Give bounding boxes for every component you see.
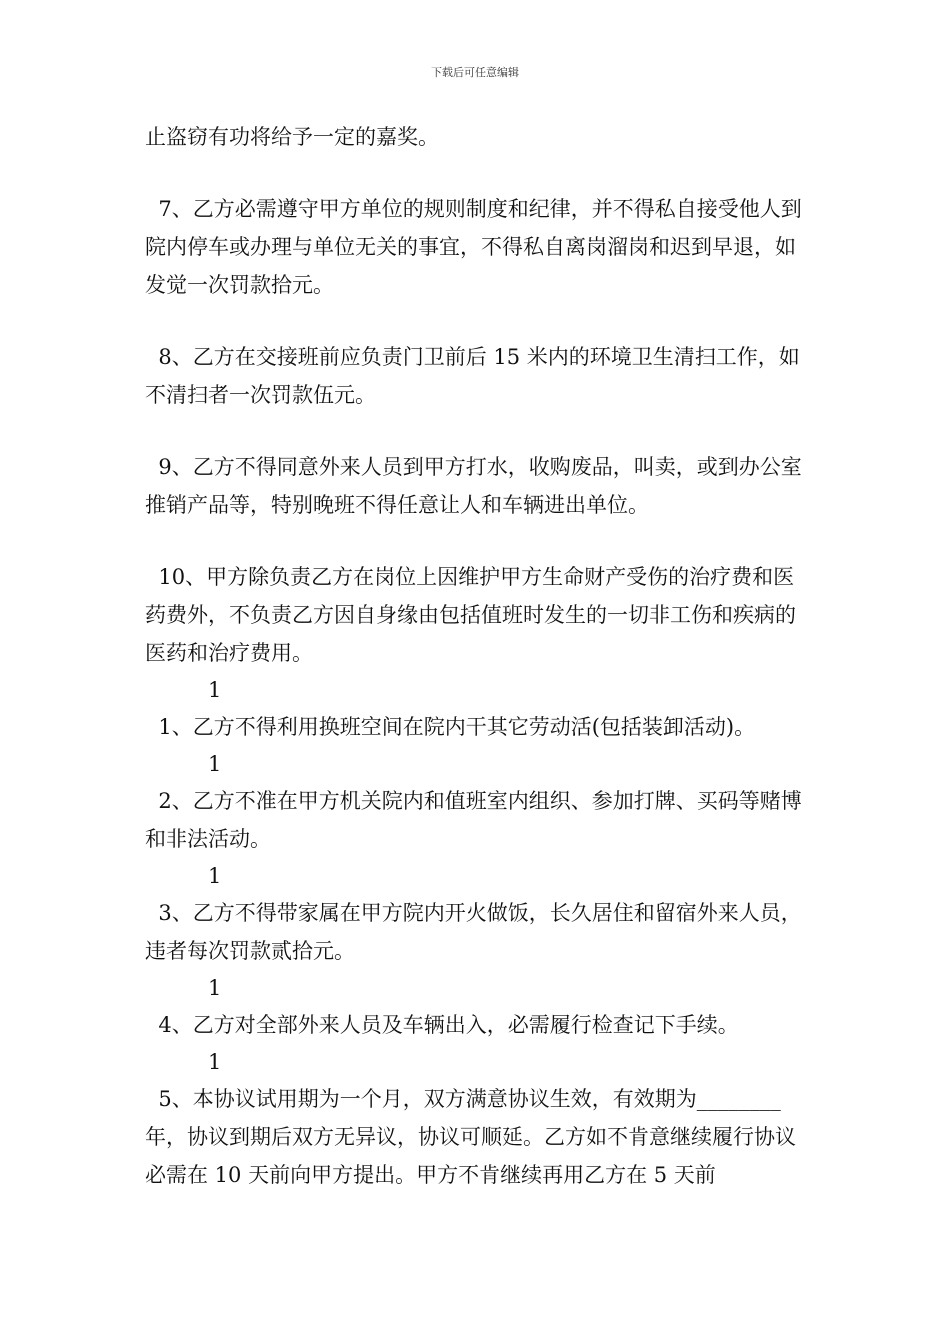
clause-number-prefix: 1 [208,678,222,702]
clause-12: 2、乙方不准在甲方机关院内和值班室内组织、参加打牌、买码等赌博和非法活动。 [145,789,802,851]
paragraph-gap [145,414,813,448]
clause-13: 3、乙方不得带家属在甲方院内开火做饭，长久居住和留宿外来人员，违者每次罚款贰拾元。 [145,901,802,963]
paragraph-gap [145,524,813,558]
clause-number-prefix: 1 [208,752,222,776]
clause-number-prefix: 1 [208,976,222,1000]
clause-14: 4、乙方对全部外来人员及车辆出入，必需履行检查记下手续。 [145,1013,739,1037]
clause-number-prefix: 1 [208,1050,222,1074]
paragraph-gap [145,304,813,338]
clause-number-prefix: 1 [208,864,222,888]
clause-9: 9、乙方不得同意外来人员到甲方打水，收购废品，叫卖，或到办公室推销产品等，特别晚班不得任意让人和车辆进出单位。 [145,455,802,517]
clause-11: 1、乙方不得利用换班空间在院内干其它劳动活(包括装卸活动)。 [145,715,756,739]
clause-7: 7、乙方必需遵守甲方单位的规则制度和纪律，并不得私自接受他人到院内停车或办理与单位无关的事宜，不得私自离岗溜岗和迟到早退，如发觉一次罚款拾元。 [145,197,802,297]
paragraph-gap [145,156,813,190]
paragraph-continued: 止盗窃有功将给予一定的嘉奖。 [145,125,439,149]
clause-10: 10、甲方除负责乙方在岗位上因维护甲方生命财产受伤的治疗费和医药费外，不负责乙方因自身缘由包括值班时发生的一切非工伤和疾病的医药和治疗费用。 [145,565,796,665]
clause-15: 5、本协议试用期为一个月，双方满意协议生效，有效期为________年，协议到期后双方无异议，协议可顺延。乙方如不肯意继续履行协议必需在 10 天前向甲方提出。甲方不肯继续再用乙方在 5 天前 [145,1087,796,1187]
document-body [145,118,813,1194]
clause-8: 8、乙方在交接班前应负责门卫前后 15 米内的环境卫生清扫工作，如不清扫者一次罚款伍元。 [145,345,800,407]
page-header: 下载后可任意编辑 [431,66,519,79]
